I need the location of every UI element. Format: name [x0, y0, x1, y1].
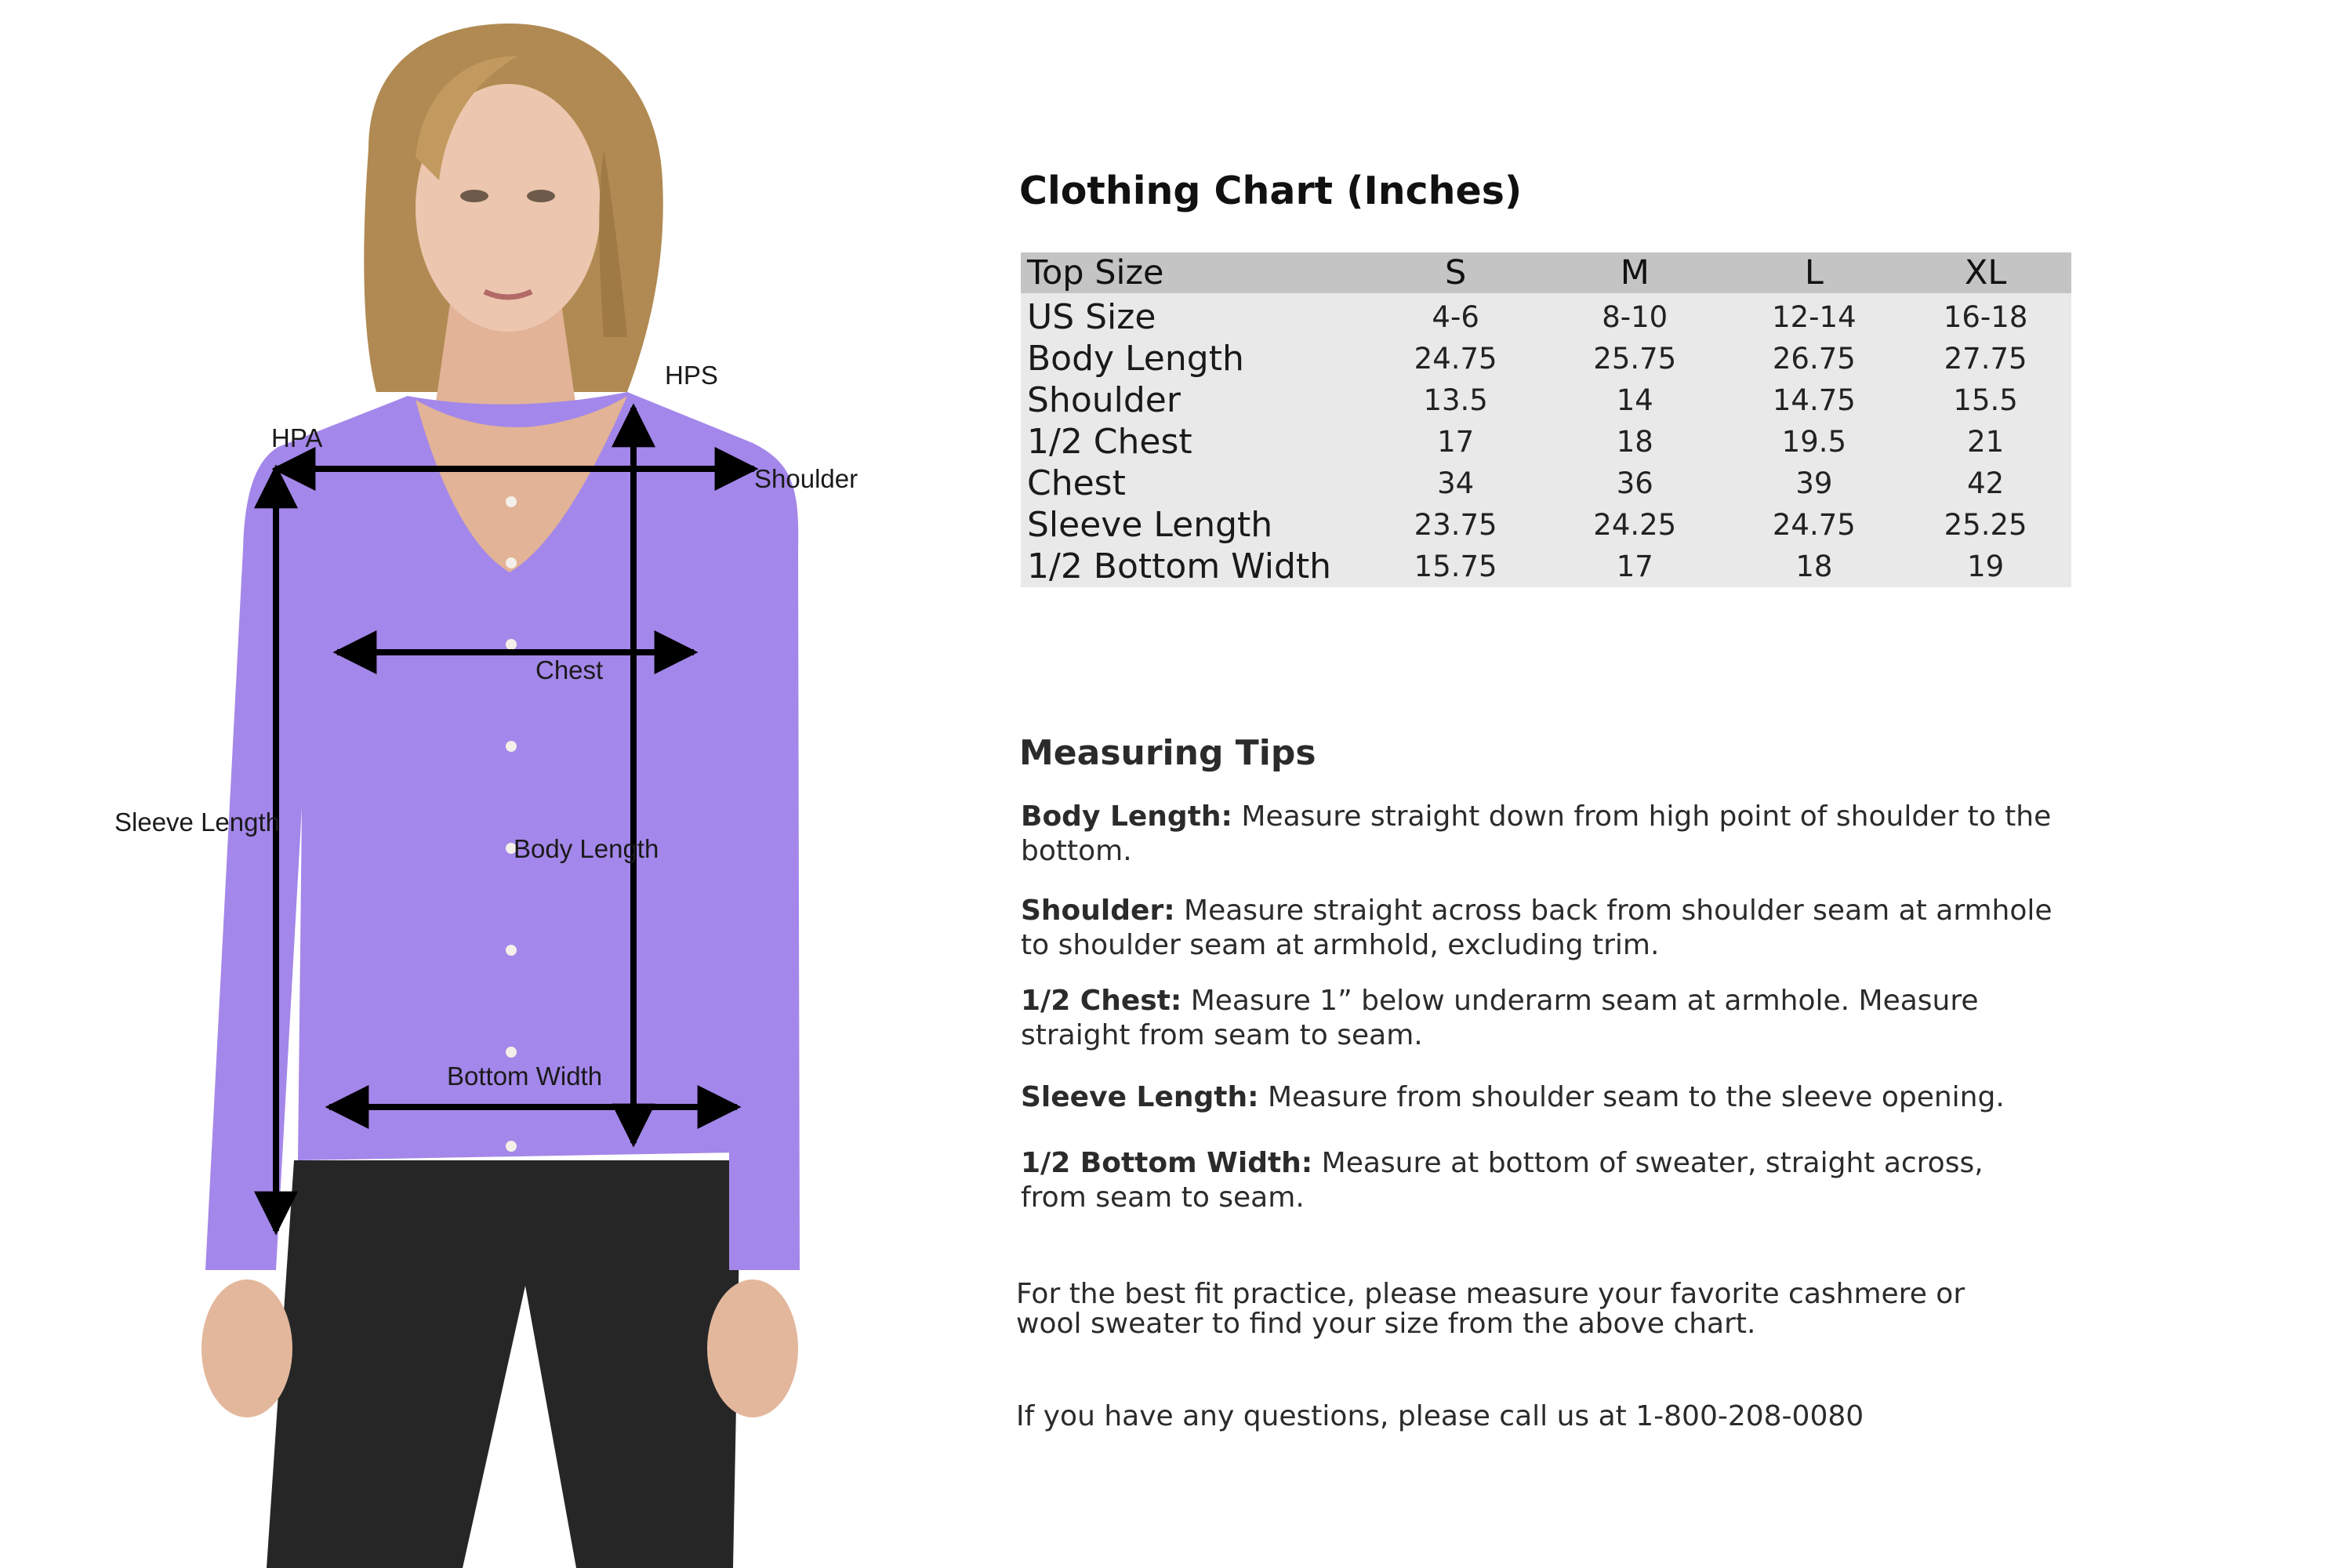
chart-title: Clothing Chart (Inches): [1019, 169, 1523, 213]
tip-text: Measure from shoulder seam to the sleeve opening.: [1258, 1081, 2005, 1113]
table-row: [1021, 546, 2071, 587]
table-cell: 24.75: [1729, 504, 1900, 546]
table-cell: 21: [1900, 421, 2071, 463]
tip-body-length: [1021, 800, 2056, 869]
table-cell: 26.75: [1729, 338, 1900, 379]
table-cell: 16-18: [1900, 293, 2071, 338]
table-cell: 15.5: [1900, 379, 2071, 421]
table-cell: 18: [1541, 421, 1729, 463]
table-cell: 23.75: [1370, 504, 1541, 546]
table-cell: 14: [1541, 379, 1729, 421]
model-illustration: [0, 0, 902, 1568]
table-cell: 25.75: [1541, 338, 1729, 379]
row-label: Chest: [1021, 463, 1370, 504]
table-cell: 8-10: [1541, 293, 1729, 338]
tips-title: Measuring Tips: [1019, 733, 1316, 773]
right-hand: [707, 1279, 798, 1417]
row-label: Body Length: [1021, 338, 1370, 379]
column-header: S: [1370, 252, 1541, 293]
table-cell: 39: [1729, 463, 1900, 504]
table-row: [1021, 338, 2071, 379]
table-row: [1021, 379, 2071, 421]
column-header: Top Size: [1021, 252, 1370, 293]
table-cell: 14.75: [1729, 379, 1900, 421]
table-cell: 25.25: [1900, 504, 2071, 546]
tip-text: Measure straight down from high point of shoulder to the bottom.: [1021, 800, 2052, 867]
column-header: L: [1729, 252, 1900, 293]
tip-shoulder: [1021, 894, 2056, 963]
tip-half-chest: [1021, 984, 2056, 1053]
table-cell: 17: [1370, 421, 1541, 463]
table-cell: 24.75: [1370, 338, 1541, 379]
body-length-label: Body Length: [514, 834, 659, 863]
table-row: [1021, 421, 2071, 463]
row-label: Shoulder: [1021, 379, 1370, 421]
fit-note: For the best fit practice, please measure your favorite cashmere or wool sweater to find your size from the above chart.: [1016, 1278, 1965, 1340]
column-header: M: [1541, 252, 1729, 293]
tip-term: Body Length:: [1021, 800, 1232, 833]
chest-label: Chest: [535, 655, 604, 684]
table-cell: 18: [1729, 546, 1900, 587]
tip-text: Measure 1” below underarm seam at armhole. Measure straight from seam to seam.: [1021, 985, 1979, 1051]
hpa-label: HPA: [271, 423, 323, 452]
sleeve-length-label: Sleeve Length: [114, 808, 281, 837]
table-cell: 24.25: [1541, 504, 1729, 546]
table-row: [1021, 293, 2071, 338]
table-header-row: [1021, 252, 2071, 293]
contact-line: If you have any questions, please call us at 1-800-208-0080: [1016, 1400, 1864, 1432]
table-row: [1021, 463, 2071, 504]
table-cell: 19: [1900, 546, 2071, 587]
column-header: XL: [1900, 252, 2071, 293]
tip-term: Sleeve Length:: [1021, 1081, 1259, 1113]
left-hand: [201, 1279, 292, 1417]
table-cell: 19.5: [1729, 421, 1900, 463]
table-cell: 17: [1541, 546, 1729, 587]
model-figure: [0, 0, 902, 1568]
tip-sleeve-length: [1021, 1080, 2056, 1115]
row-label: 1/2 Bottom Width: [1021, 546, 1370, 587]
tip-text: Measure at bottom of sweater, straight across, from seam to seam.: [1021, 1147, 1984, 1214]
bottom-width-label: Bottom Width: [447, 1062, 603, 1091]
table-cell: 34: [1370, 463, 1541, 504]
tip-half-bottom-width: [1021, 1146, 2056, 1215]
hps-label: HPS: [665, 361, 718, 390]
size-chart-table: [1021, 252, 2071, 587]
table-cell: 15.75: [1370, 546, 1541, 587]
table-cell: 12-14: [1729, 293, 1900, 338]
row-label: US Size: [1021, 293, 1370, 338]
table-cell: 42: [1900, 463, 2071, 504]
table-cell: 27.75: [1900, 338, 2071, 379]
row-label: 1/2 Chest: [1021, 421, 1370, 463]
tip-term: Shoulder:: [1021, 895, 1175, 927]
table-cell: 4-6: [1370, 293, 1541, 338]
tip-term: 1/2 Chest:: [1021, 985, 1182, 1017]
table-cell: 36: [1541, 463, 1729, 504]
table-cell: 13.5: [1370, 379, 1541, 421]
shoulder-label: Shoulder: [754, 464, 858, 493]
tip-text: Measure straight across back from shoulder seam at armhole to shoulder seam at armhold, excluding trim.: [1021, 895, 2053, 961]
table-row: [1021, 504, 2071, 546]
row-label: Sleeve Length: [1021, 504, 1370, 546]
pants: [267, 1160, 741, 1568]
tip-term: 1/2 Bottom Width:: [1021, 1147, 1313, 1179]
